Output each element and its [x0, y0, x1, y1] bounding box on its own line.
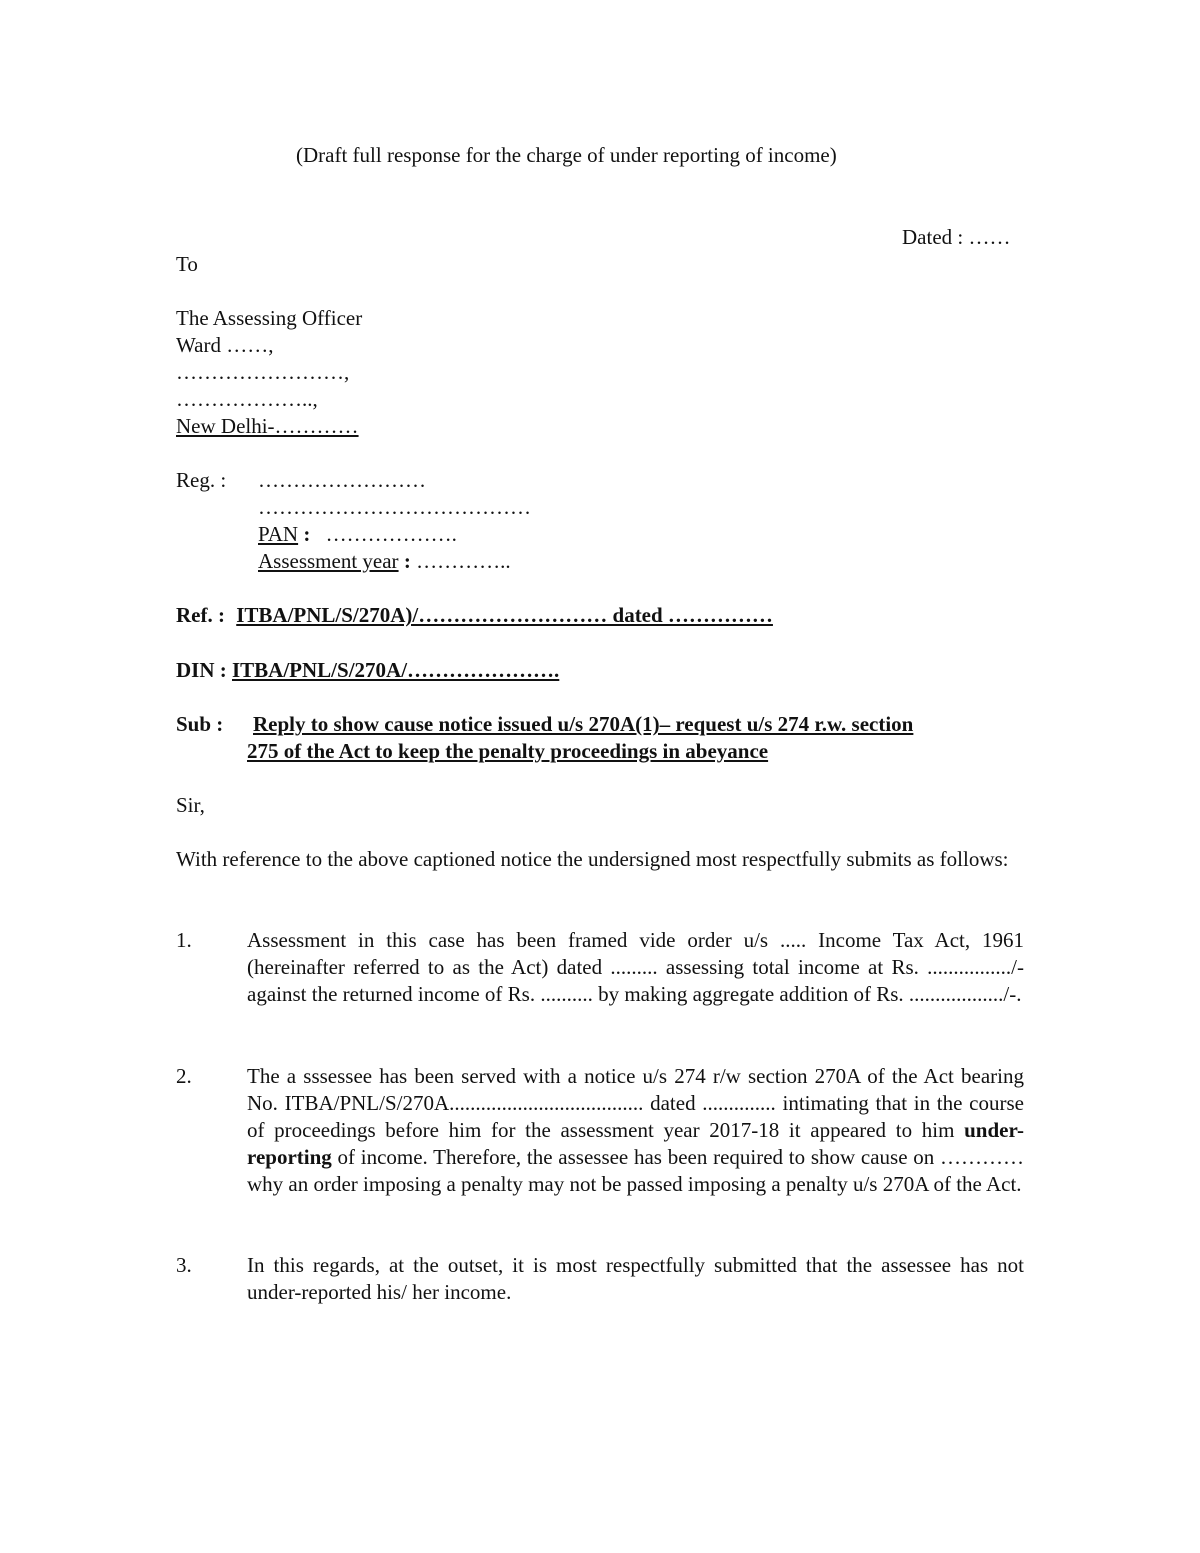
point-number: 1.: [176, 928, 192, 952]
subject-label: Sub :: [176, 712, 224, 736]
point-text: Assessment in this case has been framed vide order u/s ..... Income Tax Act, 1961 (hereinafter referred to as the Act) dated ......... assessing total income at Rs. ................/- against the returned income of Rs. .......... by making aggregate addition of Rs. ................../-.: [247, 928, 1024, 1006]
assessment-year-value: …………..: [416, 549, 511, 573]
point-text-bold: under-reporting: [247, 1118, 1025, 1169]
reg-line-1: ……………………: [258, 468, 426, 492]
point-text-part-b: of income. Therefore, the assessee has been required to show cause on …………why an order imposing a penalty may not be passed imposing a penalty u/s 270A of the Act.: [247, 1145, 1024, 1196]
din-label: DIN :: [176, 658, 227, 682]
dated-line: Dated : ……: [902, 225, 1011, 249]
point-text: In this regards, at the outset, it is most respectfully submitted that the assessee has not under-reported his/ her income.: [247, 1253, 1024, 1304]
subject-line-1: Reply to show cause notice issued u/s 270A(1)– request u/s 274 r.w. section: [253, 712, 914, 736]
ref-value: ITBA/PNL/S/270A)/……………………… dated ……………: [236, 603, 773, 627]
din-value: ITBA/PNL/S/270A/………………….: [232, 658, 560, 682]
address-line-1: ……………………,: [176, 360, 350, 384]
ward-line: Ward ……,: [176, 333, 274, 357]
point-text: [247, 1063, 1024, 1198]
reg-line-2: …………………………………: [258, 495, 531, 519]
document-title: (Draft full response for the charge of under reporting of income): [296, 143, 837, 167]
to-label: To: [176, 252, 198, 276]
salutation: Sir,: [176, 793, 205, 817]
point-text-part-a: The a sssessee has been served with a notice u/s 274 r/w section 270A of the Act bearing No. ITBA/PNL/S/270A..................................... dated .............. intimating that in the course of proceedings before him for the assessment year 2017-18 it appeared to him: [247, 1064, 1024, 1142]
assessment-year-separator: :: [403, 549, 411, 573]
ref-line: [176, 602, 773, 629]
subject-line-2: 275 of the Act to keep the penalty proceedings in abeyance: [247, 739, 769, 763]
pan-value: ……………….: [325, 522, 457, 546]
reg-label: Reg. :: [176, 468, 227, 492]
assessment-year-label: Assessment year: [258, 549, 399, 573]
intro-paragraph: With reference to the above captioned notice the undersigned most respectfully submits as follows:: [176, 847, 1009, 871]
officer-title: The Assessing Officer: [176, 306, 363, 330]
pan-separator: :: [303, 522, 311, 546]
city-line: New Delhi-…………: [176, 414, 359, 438]
assessment-year-line: [258, 548, 511, 575]
address-line-2: ………………..,: [176, 387, 318, 411]
din-line: [176, 657, 559, 684]
point-number: 3.: [176, 1253, 192, 1277]
ref-label: Ref. :: [176, 603, 225, 627]
pan-label: PAN: [258, 522, 299, 546]
point-number: 2.: [176, 1064, 192, 1088]
pan-line: [258, 521, 457, 548]
